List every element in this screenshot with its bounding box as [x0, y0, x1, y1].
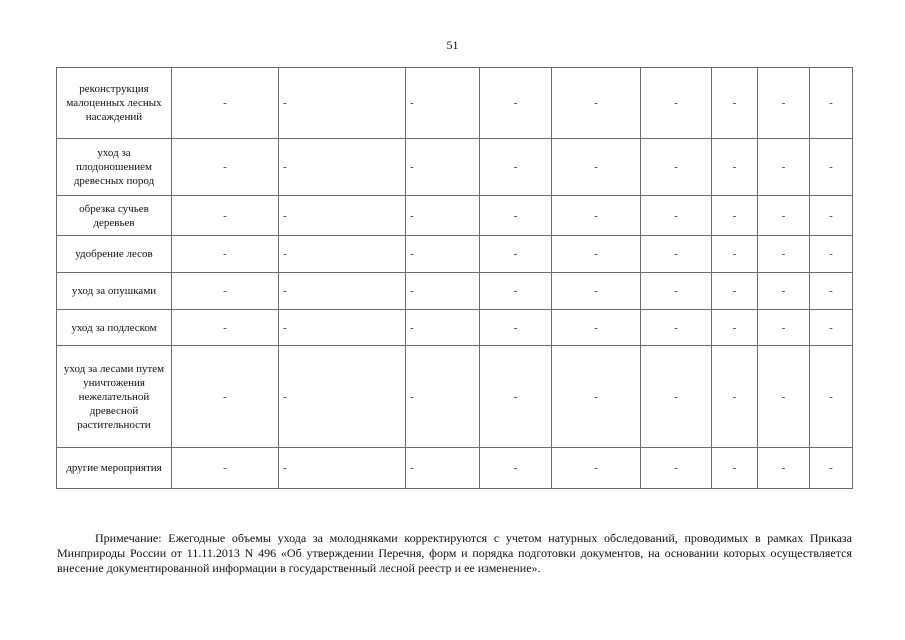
table-cell: -	[172, 139, 279, 196]
table-row	[57, 346, 853, 448]
table-cell: -	[810, 139, 853, 196]
table-cell: -	[641, 139, 712, 196]
table-cell: -	[758, 310, 810, 346]
table-cell: -	[480, 448, 552, 489]
table-cell: -	[810, 346, 853, 448]
table-cell: -	[552, 346, 641, 448]
row-label: уход за опушками	[57, 273, 172, 310]
table-cell: -	[758, 236, 810, 273]
table-cell: -	[712, 236, 758, 273]
table-cell: -	[552, 68, 641, 139]
table-cell: -	[172, 310, 279, 346]
table-cell: -	[406, 273, 480, 310]
table-cell: -	[172, 236, 279, 273]
table-cell: -	[712, 310, 758, 346]
table-cell: -	[480, 196, 552, 236]
table-cell: -	[552, 273, 641, 310]
table-cell: -	[279, 68, 406, 139]
table-cell: -	[406, 196, 480, 236]
table-cell: -	[480, 236, 552, 273]
table-cell: -	[758, 196, 810, 236]
table-cell: -	[552, 236, 641, 273]
table-cell: -	[810, 273, 853, 310]
table-cell: -	[758, 346, 810, 448]
table-cell: -	[758, 273, 810, 310]
table-row	[57, 273, 853, 310]
table-cell: -	[641, 346, 712, 448]
table-cell: -	[172, 448, 279, 489]
table-row	[57, 139, 853, 196]
table-cell: -	[172, 273, 279, 310]
table-cell: -	[552, 139, 641, 196]
table-cell: -	[712, 139, 758, 196]
row-label: уход за подлеском	[57, 310, 172, 346]
table-cell: -	[172, 346, 279, 448]
table-cell: -	[641, 196, 712, 236]
table-cell: -	[279, 310, 406, 346]
table-row	[57, 236, 853, 273]
table-cell: -	[810, 196, 853, 236]
table-cell: -	[406, 310, 480, 346]
table-cell: -	[641, 310, 712, 346]
table-cell: -	[810, 310, 853, 346]
table-cell: -	[480, 310, 552, 346]
table-cell: -	[712, 68, 758, 139]
table-cell: -	[279, 273, 406, 310]
row-label: уход за лесами путем уничтожения нежелательной древесной растительности	[57, 346, 172, 448]
row-label: удобрение лесов	[57, 236, 172, 273]
table-cell: -	[480, 68, 552, 139]
table-cell: -	[279, 236, 406, 273]
table-cell: -	[172, 68, 279, 139]
table-cell: -	[480, 273, 552, 310]
table-cell: -	[172, 196, 279, 236]
table-cell: -	[406, 68, 480, 139]
table-cell: -	[758, 139, 810, 196]
table-cell: -	[712, 346, 758, 448]
row-label: обрезка сучьев деревьев	[57, 196, 172, 236]
table-cell: -	[641, 273, 712, 310]
table-cell: -	[480, 139, 552, 196]
table-cell: -	[810, 68, 853, 139]
table-cell: -	[279, 196, 406, 236]
table-cell: -	[712, 448, 758, 489]
row-label: другие мероприятия	[57, 448, 172, 489]
forest-activities-table	[56, 67, 853, 489]
table-cell: -	[641, 448, 712, 489]
table-cell: -	[279, 448, 406, 489]
table-cell: -	[552, 196, 641, 236]
table-cell: -	[552, 448, 641, 489]
table-cell: -	[810, 236, 853, 273]
row-label: уход за плодоношением древесных пород	[57, 139, 172, 196]
row-label: реконструкция малоценных лесных насаждений	[57, 68, 172, 139]
table-cell: -	[406, 139, 480, 196]
table-cell: -	[406, 448, 480, 489]
table-cell: -	[480, 346, 552, 448]
footnote: Примечание: Ежегодные объемы ухода за молодняками корректируются с учетом натурных обследований, проводимых в рамках Приказа Минприроды России от 11.11.2013 N 496 «Об утверждении Перечня, форм и порядка подготовки документов, на основании которых осуществляется внесение документированной информации в государственный лесной реестр и ее изменение».	[57, 531, 852, 575]
table-cell: -	[406, 236, 480, 273]
table-cell: -	[810, 448, 853, 489]
table-cell: -	[758, 448, 810, 489]
table-cell: -	[712, 196, 758, 236]
table-cell: -	[279, 139, 406, 196]
table-cell: -	[641, 68, 712, 139]
table-row	[57, 448, 853, 489]
page-number: 51	[446, 38, 459, 52]
table-row	[57, 68, 853, 139]
table-row	[57, 310, 853, 346]
table-cell: -	[406, 346, 480, 448]
table-cell: -	[758, 68, 810, 139]
table-cell: -	[712, 273, 758, 310]
table-row	[57, 196, 853, 236]
table-cell: -	[641, 236, 712, 273]
table-cell: -	[279, 346, 406, 448]
table-cell: -	[552, 310, 641, 346]
